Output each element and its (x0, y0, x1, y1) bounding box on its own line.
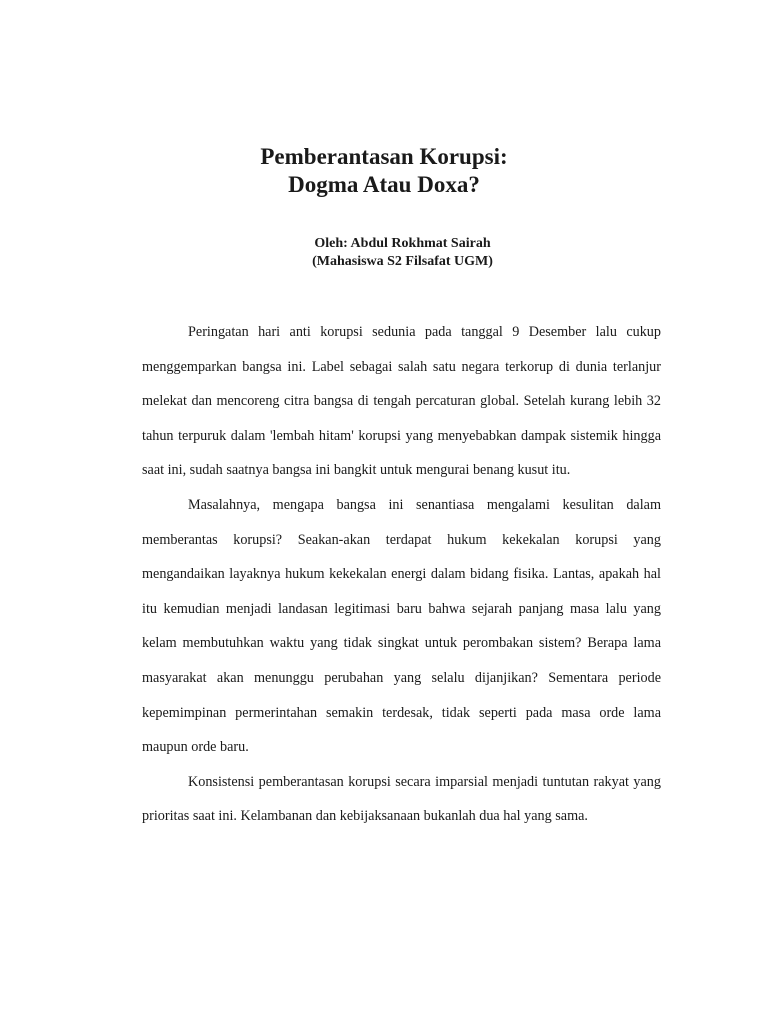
title-line-2: Dogma Atau Doxa? (288, 172, 480, 197)
paragraph-2: Masalahnya, mengapa bangsa ini senantiasa mengalami kesulitan dalam memberantas korupsi? Seakan-akan terdapat hukum kekekalan korupsi yang mengandaikan layaknya hukum kekekalan energi dalam bidang fisika. Lantas, apakah hal itu kemudian menjadi landasan legitimasi baru bahwa sejarah panjang masa lalu yang kelam membutuhkan waktu yang tidak singkat untuk perombakan sistem? Berapa lama masyarakat akan menunggu perubahan yang selalu dijanjikan? Sementara periode kepemimpinan permerintahan semakin terdesak, tidak seperti pada masa orde lama maupun orde baru. (142, 496, 661, 756)
author-byline (0, 235, 768, 271)
article-body (142, 315, 661, 834)
title-line-1: Pemberantasan Korupsi: (260, 144, 508, 169)
author-affiliation: (Mahasiswa S2 Filsafat UGM) (312, 254, 493, 269)
author-name: Oleh: Abdul Rokhmat Sairah (314, 236, 491, 251)
paragraph-3: Konsistensi pemberantasan korupsi secara imparsial menjadi tuntutan rakyat yang prioritas saat ini. Kelambanan dan kebijaksanaan bukanlah dua hal yang sama. (142, 773, 661, 825)
document-title (0, 143, 768, 199)
paragraph-1: Peringatan hari anti korupsi sedunia pada tanggal 9 Desember lalu cukup menggemparkan bangsa ini. Label sebagai salah satu negara terkorup di dunia terlanjur melekat dan mencoreng citra bangsa di tengah percaturan global. Setelah kurang lebih 32 tahun terpuruk dalam 'lembah hitam' korupsi yang menyebabkan dampak sistemik hingga saat ini, sudah saatnya bangsa ini bangkit untuk mengurai benang kusut itu. (142, 324, 661, 479)
